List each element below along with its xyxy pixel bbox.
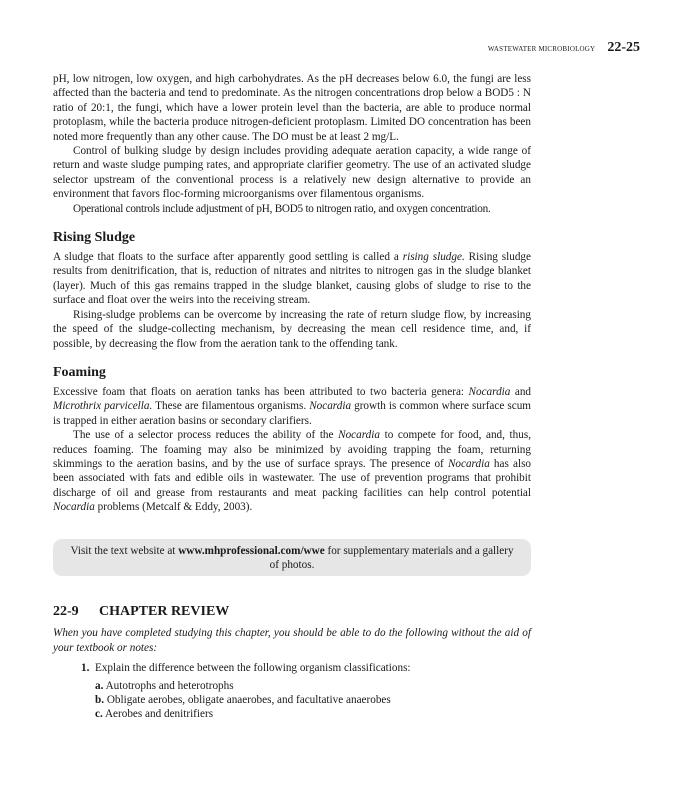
running-title: WASTEWATER MICROBIOLOGY [487, 45, 596, 53]
list-item: a. Autotrophs and heterotrophs [95, 679, 234, 692]
rising-sludge-paragraph: Rising-sludge problems can be overcome by increasing the rate of return sludge flow, by increasing the speed of the sludge-collecting mechanism, by decreasing the mean cell residence time, and, if possible, by decreasing the flow from the aeration tank to the offending tank. [53, 308, 531, 350]
website-link[interactable]: www.mhprofessional.com/wwe [178, 544, 325, 557]
list-item: c. Aerobes and denitrifiers [95, 707, 214, 720]
rising-sludge-paragraph: A sludge that floats to the surface after apparently good settling is called a rising sludge. Rising sludge results from denitrification, that is, reduction of nitrates and nitrites to nitrogen gas in the sludge blanket (layer). Much of this gas remains trapped in the sludge blanket, causing globs of sludge to rise to the surface and float over the weirs into the receiving stream. [53, 251, 531, 307]
intro-paragraph: Control of bulking sludge by design includes providing adequate aeration capacity, a wide range of return and waste sludge pumping rates, and appropriate clarifier geometry. The use of an activated sludge selector upstream of the conventional process is a relatively new design alternative to provide an environment that favors floc-forming microorganisms over filamentous organisms. [53, 145, 531, 201]
section-number: 22-9 [53, 604, 79, 620]
foaming-paragraph: Excessive foam that floats on aeration tanks has been attributed to two bacteria genera: Nocardia and Microthrix parvicella. These are filamentous organisms. Nocardia growth is common where surface scum is trapped in either aeration basins or secondary clarifiers. [53, 385, 532, 427]
page-body [53, 72, 531, 721]
foaming-paragraph: The use of a selector process reduces the ability of the Nocardia to compete for food, and, thus, reduces foaming. The foaming may also be minimized by avoiding trapping the foam, returning skimmings to the aeration basins, and by the use of surface sprays. The presence of Nocardia has also been associated with fats and edible oils in wastewater. The use of prevention programs that prohibit discharge of oil and grease from restaurants and meat packing facilities can help control potential Nocardia problems (Metcalf & Eddy, 2003). [53, 429, 532, 514]
intro-paragraph: pH, low nitrogen, low oxygen, and high carbohydrates. As the pH decreases below 6.0, the fungi are less affected than the bacteria and tend to predominate. As the nitrogen concentrations drop below a BOD5 : N ratio of 20:1, the fungi, which have a lower protein level than the bacteria, are able to produce normal protoplasm, while the bacteria produce nitrogen-deficient protoplasm. Limited DO concentration has been noted more frequently than any other cause. The DO must be at least 2 mg/L. [53, 73, 531, 143]
list-item: b. Obligate aerobes, obligate anaerobes, and facultative anaerobes [95, 693, 391, 706]
review-sub-list [95, 679, 531, 721]
review-intro: When you have completed studying this chapter, you should be able to do the following without the aid of your textbook or notes: [53, 627, 531, 654]
intro-paragraph: Operational controls include adjustment of pH, BOD5 to nitrogen ratio, and oxygen concentration. [73, 202, 491, 215]
running-head [488, 40, 640, 56]
foaming-heading: Foaming [53, 364, 106, 380]
page-number: 22-25 [607, 40, 640, 55]
review-item-number: 1. [81, 662, 90, 675]
review-item [81, 661, 531, 675]
section-title: CHAPTER REVIEW [99, 604, 230, 620]
website-callout: Visit the text website at www.mhprofessional.com/wwe for supplementary materials and a gallery of photos. [53, 539, 531, 577]
review-item-text: Explain the difference between the following organism classifications: [95, 662, 411, 675]
term-rising-sludge: rising sludge. [402, 251, 465, 264]
rising-sludge-heading: Rising Sludge [53, 230, 136, 246]
chapter-review-heading [53, 604, 531, 620]
